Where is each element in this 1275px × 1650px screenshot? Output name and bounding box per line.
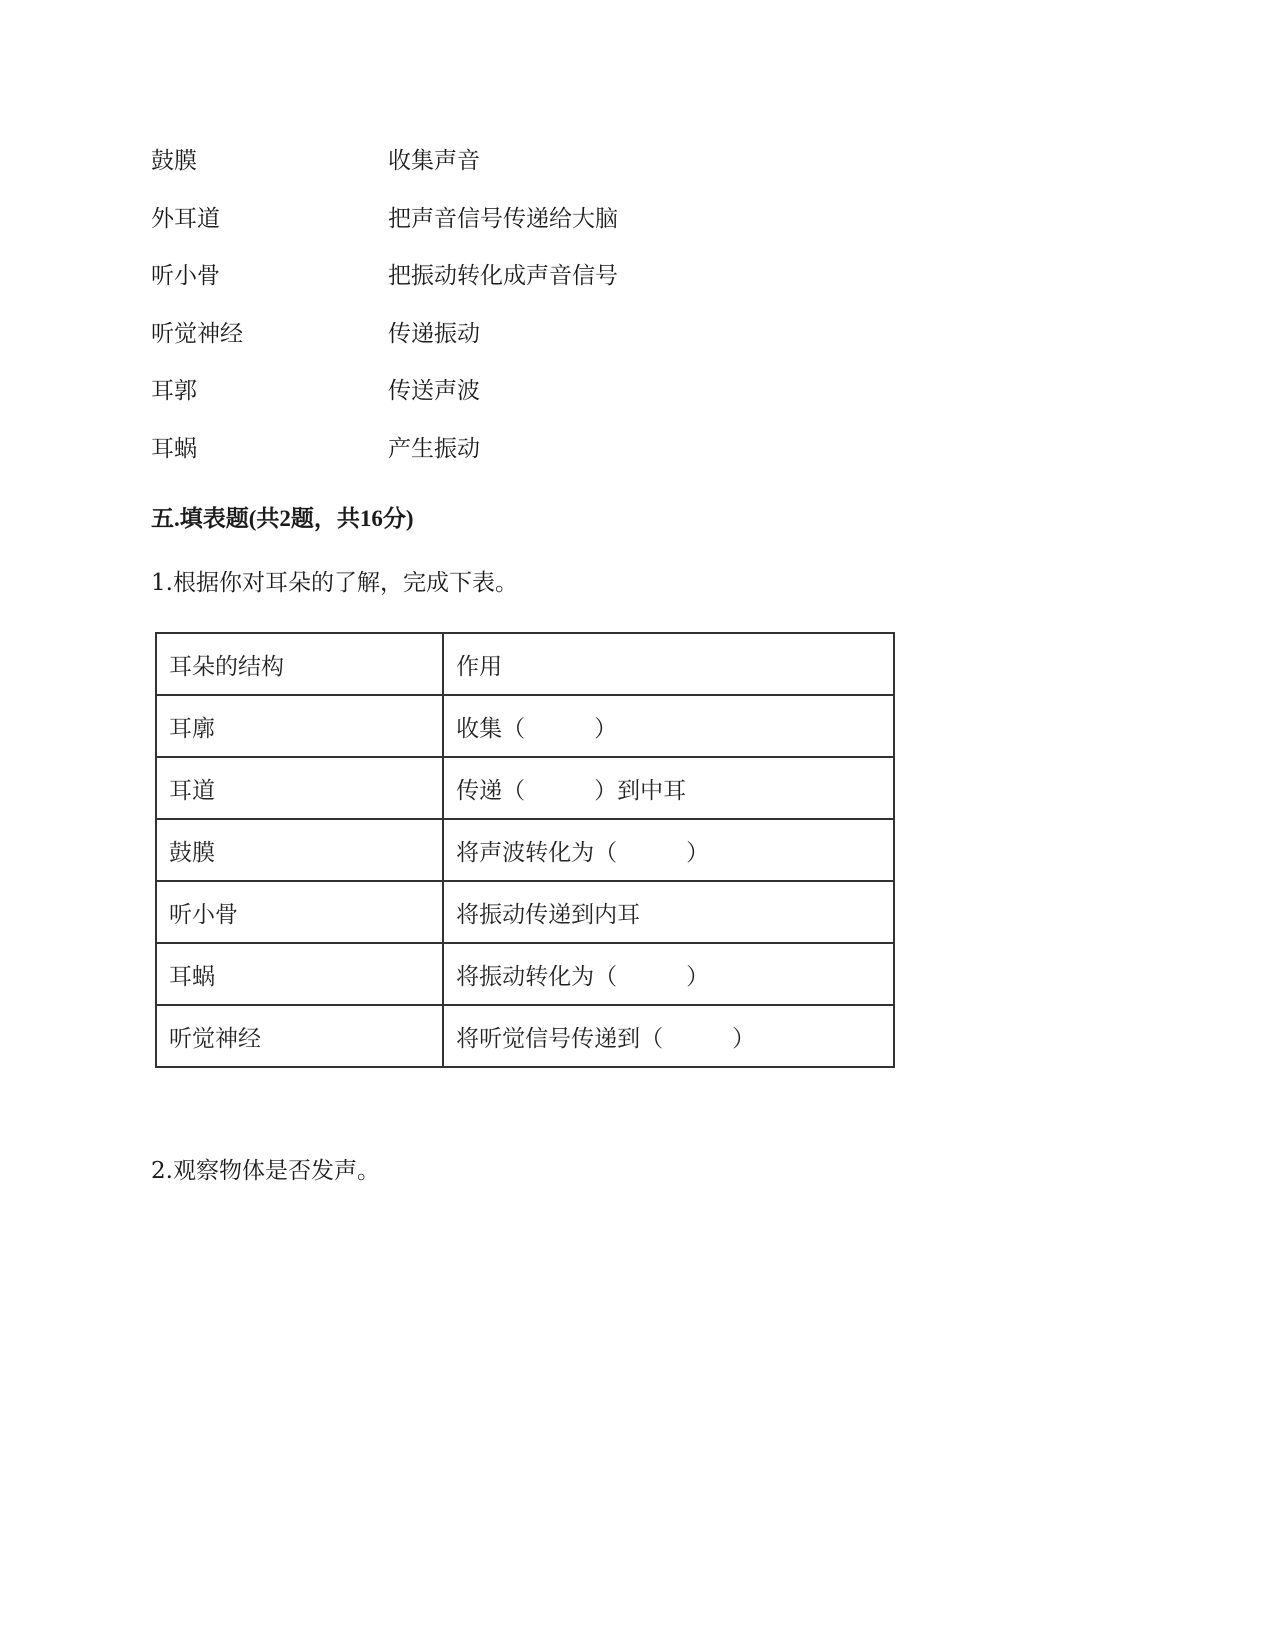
table-cell-function: 收集（ ） — [443, 695, 894, 757]
matching-row — [151, 204, 751, 262]
table-row — [156, 819, 894, 881]
matching-right-item: 把声音信号传递给大脑 — [388, 205, 618, 232]
table-cell-structure: 鼓膜 — [156, 819, 443, 881]
matching-right-item: 把振动转化成声音信号 — [388, 263, 618, 289]
table-row — [156, 1005, 894, 1067]
matching-left-item: 外耳道 — [151, 205, 220, 232]
matching-list — [151, 146, 751, 491]
matching-row — [151, 376, 751, 434]
table-row — [156, 695, 894, 757]
question-1: 1.根据你对耳朵的了解，完成下表。 — [151, 570, 518, 596]
section-heading: 五.填表题(共2题，共16分) — [151, 506, 414, 531]
table-header-cell: 耳朵的结构 — [156, 633, 443, 695]
matching-right-item: 产生振动 — [388, 435, 480, 462]
table-cell-structure: 耳蜗 — [156, 943, 443, 1005]
matching-left-item: 鼓膜 — [151, 148, 197, 174]
table-cell-function: 将振动传递到内耳 — [443, 881, 894, 943]
table-row — [156, 757, 894, 819]
matching-left-item: 听觉神经 — [151, 320, 243, 347]
table-row — [156, 943, 894, 1005]
table-row — [156, 881, 894, 943]
question-2: 2.观察物体是否发声。 — [151, 1158, 380, 1184]
ear-structure-table — [155, 632, 895, 1068]
matching-row — [151, 319, 751, 377]
table-cell-function: 将声波转化为（ ） — [443, 819, 894, 881]
table-header-cell: 作用 — [443, 633, 894, 695]
matching-left-item: 听小骨 — [151, 263, 220, 289]
matching-row — [151, 261, 751, 319]
matching-row — [151, 434, 751, 492]
table-header-row — [156, 633, 894, 695]
matching-left-item: 耳郭 — [151, 378, 197, 404]
table-cell-function: 将听觉信号传递到（ ） — [443, 1005, 894, 1067]
table-cell-structure: 听觉神经 — [156, 1005, 443, 1067]
table-cell-function: 将振动转化为（ ） — [443, 943, 894, 1005]
table-cell-structure: 耳道 — [156, 757, 443, 819]
matching-right-item: 传送声波 — [388, 378, 480, 404]
matching-row — [151, 146, 751, 204]
matching-right-item: 传递振动 — [388, 320, 480, 347]
matching-left-item: 耳蜗 — [151, 435, 197, 462]
matching-right-item: 收集声音 — [388, 148, 480, 174]
table-cell-structure: 耳廓 — [156, 695, 443, 757]
table-cell-function: 传递（ ）到中耳 — [443, 757, 894, 819]
table-cell-structure: 听小骨 — [156, 881, 443, 943]
